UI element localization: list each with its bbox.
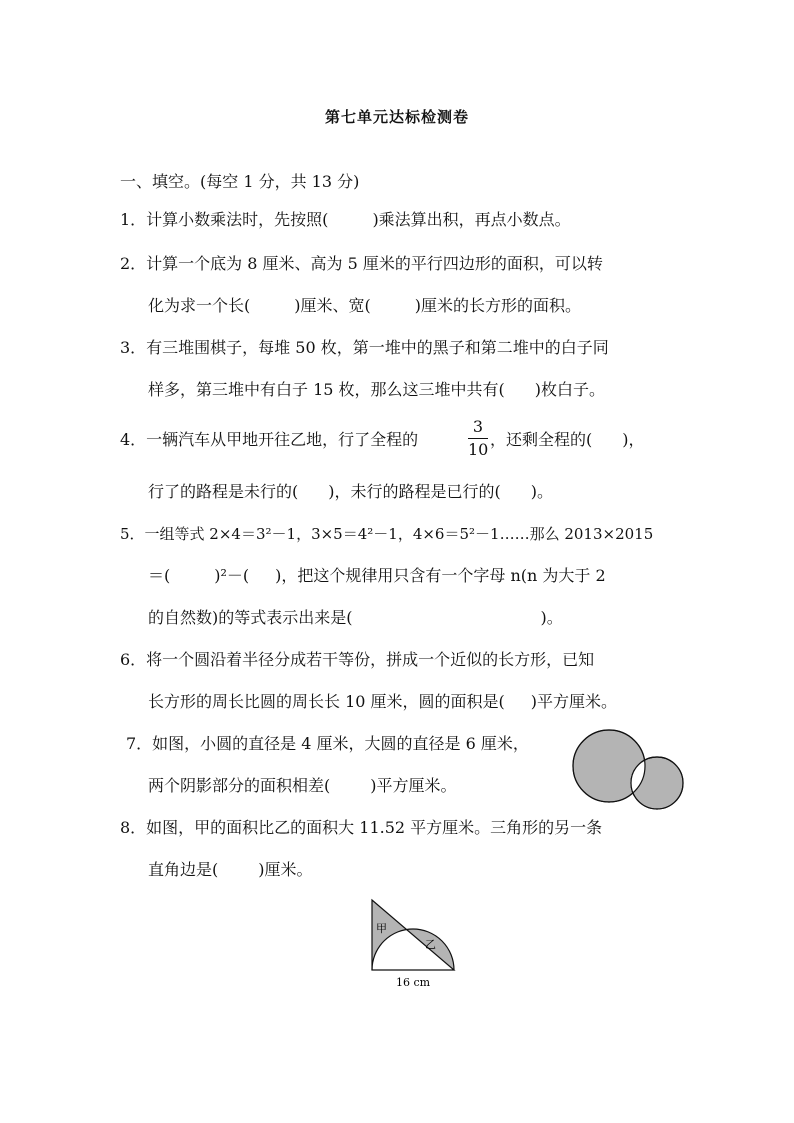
question-5-line1: 5．一组等式 2×4＝3²－1，3×5＝4²－1，4×6＝5²－1……那么 2013×2015 — [120, 525, 654, 543]
fraction-bar — [468, 438, 488, 439]
q4-text-e: )，未行的路程是已行的( — [328, 482, 501, 501]
q2-text-c: )厘米的长方形的面积。 — [414, 296, 581, 315]
question-2-line2 — [148, 296, 581, 316]
q5-text-a: ＝( — [148, 566, 171, 585]
question-2-line1: 2．计算一个底为 8 厘米、高为 5 厘米的平行四边形的面积，可以转 — [120, 254, 603, 273]
question-3-line2 — [148, 380, 605, 400]
q5-text-e: )。 — [540, 608, 563, 627]
label-jia: 甲 — [376, 922, 387, 935]
question-1 — [120, 210, 571, 230]
two-circles-figure — [568, 722, 692, 822]
q1-text-a: 1．计算小数乘法时，先按照( — [120, 210, 329, 229]
q2-text-a: 化为求一个长( — [148, 296, 251, 315]
q3-text-a: 样多，第三堆中有白子 15 枚，那么这三堆中共有( — [148, 380, 505, 399]
q3-text-b: )枚白子。 — [534, 380, 606, 399]
q4-text-c: )， — [622, 430, 645, 449]
q4-text-b: ，还剩全程的( — [490, 430, 593, 449]
question-5-line3 — [148, 608, 563, 628]
label-yi: 乙 — [425, 938, 436, 951]
fraction-denominator: 10 — [468, 440, 489, 459]
q7-text-b: )平方厘米。 — [370, 776, 457, 795]
q5-text-d: 的自然数)的等式表示出来是( — [148, 608, 353, 627]
q4-text-f: )。 — [530, 482, 553, 501]
question-7-line2 — [148, 776, 457, 796]
q8-text-a: 直角边是( — [148, 860, 219, 879]
fraction-numerator: 3 — [472, 417, 484, 436]
fraction-three-tenths — [468, 417, 488, 460]
q5-text-b: )²－( — [214, 566, 250, 585]
question-8-line2 — [148, 860, 313, 880]
q5-text-c: )，把这个规律用只含有一个字母 n(n 为大于 2 — [275, 566, 606, 585]
question-6-line2 — [148, 692, 617, 712]
question-7-line1: 7．如图，小圆的直径是 4 厘米，大圆的直径是 6 厘米， — [126, 734, 529, 753]
question-4-line2 — [148, 482, 553, 502]
page-title: 第七单元达标检测卷 — [324, 108, 469, 126]
q1-text-b: )乘法算出积，再点小数点。 — [372, 210, 571, 229]
q8-text-b: )厘米。 — [258, 860, 313, 879]
q6-text-b: )平方厘米。 — [530, 692, 618, 711]
question-6-line1: 6．将一个圆沿着半径分成若干等份，拼成一个近似的长方形，已知 — [120, 650, 595, 669]
q7-text-a: 两个阴影部分的面积相差( — [148, 776, 331, 795]
question-3-line1: 3．有三堆围棋子，每堆 50 枚，第一堆中的黑子和第二堆中的白子同 — [120, 338, 609, 357]
question-4-line1-b — [490, 430, 645, 450]
triangle-semicircle-figure — [362, 896, 468, 992]
section-heading: 一、填空。(每空 1 分，共 13 分) — [120, 172, 360, 191]
label-base-length: 16 cm — [395, 976, 431, 989]
q4-text-d: 行了的路程是未行的( — [148, 482, 299, 501]
q6-text-a: 长方形的周长比圆的周长长 10 厘米，圆的面积是( — [148, 692, 505, 711]
question-8-line1: 8．如图，甲的面积比乙的面积大 11.52 平方厘米。三角形的另一条 — [120, 818, 603, 837]
question-5-line2 — [148, 566, 606, 586]
question-4-line1-a: 4．一辆汽车从甲地开往乙地，行了全程的 — [120, 430, 419, 449]
q2-text-b: )厘米、宽( — [294, 296, 371, 315]
